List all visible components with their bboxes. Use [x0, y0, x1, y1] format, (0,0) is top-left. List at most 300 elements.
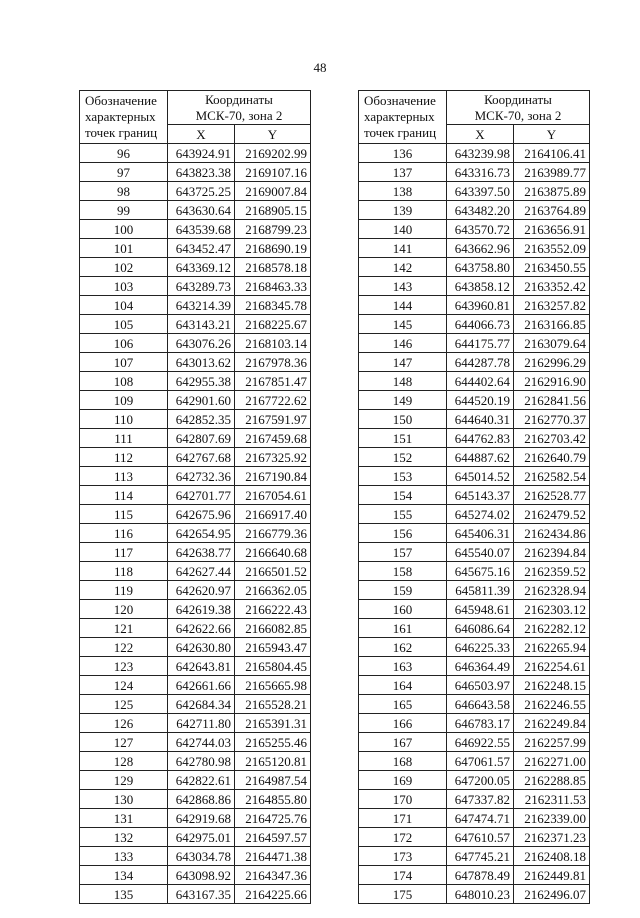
y-coordinate-cell: 2163166.85 — [514, 315, 590, 334]
point-number-cell: 156 — [359, 524, 447, 543]
point-number-cell: 144 — [359, 296, 447, 315]
table-row — [80, 733, 311, 752]
y-coordinate-cell: 2162496.07 — [514, 885, 590, 904]
table-body — [80, 144, 311, 904]
table-row — [359, 467, 590, 486]
coordinates-header-line: Координаты — [484, 92, 552, 107]
x-coordinate-cell: 646503.97 — [447, 676, 514, 695]
y-coordinate-cell: 2162282.12 — [514, 619, 590, 638]
point-number-cell: 171 — [359, 809, 447, 828]
point-number-cell: 136 — [359, 144, 447, 163]
x-coordinate-cell: 642975.01 — [168, 828, 235, 847]
table-row — [359, 809, 590, 828]
y-coordinate-cell: 2162339.00 — [514, 809, 590, 828]
table-row — [80, 543, 311, 562]
y-coordinate-cell: 2167722.62 — [235, 391, 311, 410]
x-coordinate-cell: 643289.73 — [168, 277, 235, 296]
point-column-header — [80, 91, 168, 144]
x-coordinate-cell: 642901.60 — [168, 391, 235, 410]
x-coordinate-cell: 644762.83 — [447, 429, 514, 448]
table-row — [359, 847, 590, 866]
coordinates-header-line: МСК-70, зона 2 — [195, 108, 283, 123]
point-number-cell: 123 — [80, 657, 168, 676]
x-coordinate-cell: 644175.77 — [447, 334, 514, 353]
x-coordinate-cell: 642744.03 — [168, 733, 235, 752]
table-row — [80, 581, 311, 600]
point-number-cell: 165 — [359, 695, 447, 714]
table-row — [359, 315, 590, 334]
x-coordinate-cell: 642807.69 — [168, 429, 235, 448]
table-row — [359, 524, 590, 543]
point-number-cell: 127 — [80, 733, 168, 752]
point-number-cell: 159 — [359, 581, 447, 600]
point-number-cell: 168 — [359, 752, 447, 771]
point-number-cell: 98 — [80, 182, 168, 201]
x-coordinate-cell: 643143.21 — [168, 315, 235, 334]
y-coordinate-cell: 2163079.64 — [514, 334, 590, 353]
point-number-cell: 154 — [359, 486, 447, 505]
y-coordinate-cell: 2168578.18 — [235, 258, 311, 277]
coordinates-header-line: МСК-70, зона 2 — [474, 108, 562, 123]
table-row — [80, 524, 311, 543]
point-number-cell: 110 — [80, 410, 168, 429]
y-coordinate-cell: 2162528.77 — [514, 486, 590, 505]
y-coordinate-cell: 2168345.78 — [235, 296, 311, 315]
x-coordinate-cell: 647474.71 — [447, 809, 514, 828]
x-coordinate-cell: 642620.97 — [168, 581, 235, 600]
table-row — [80, 562, 311, 581]
point-number-cell: 115 — [80, 505, 168, 524]
table-row — [80, 315, 311, 334]
point-number-cell: 97 — [80, 163, 168, 182]
table-row — [359, 220, 590, 239]
y-coordinate-cell: 2164347.36 — [235, 866, 311, 885]
point-number-cell: 161 — [359, 619, 447, 638]
y-coordinate-cell: 2165943.47 — [235, 638, 311, 657]
point-number-cell: 134 — [80, 866, 168, 885]
point-number-cell: 170 — [359, 790, 447, 809]
point-number-cell: 108 — [80, 372, 168, 391]
table-row — [80, 163, 311, 182]
table-row — [80, 144, 311, 163]
y-coordinate-cell: 2162371.23 — [514, 828, 590, 847]
x-coordinate-cell: 642919.68 — [168, 809, 235, 828]
table-row — [359, 429, 590, 448]
point-number-cell: 121 — [80, 619, 168, 638]
table-row — [359, 676, 590, 695]
x-coordinate-cell: 645406.31 — [447, 524, 514, 543]
point-number-cell: 169 — [359, 771, 447, 790]
x-coordinate-cell: 644640.31 — [447, 410, 514, 429]
table-row — [80, 600, 311, 619]
table-row — [359, 581, 590, 600]
x-coordinate-cell: 647610.57 — [447, 828, 514, 847]
point-number-cell: 100 — [80, 220, 168, 239]
point-number-cell: 141 — [359, 239, 447, 258]
y-coordinate-cell: 2167190.84 — [235, 467, 311, 486]
point-number-cell: 157 — [359, 543, 447, 562]
point-number-cell: 130 — [80, 790, 168, 809]
point-number-cell: 145 — [359, 315, 447, 334]
y-coordinate-cell: 2162254.61 — [514, 657, 590, 676]
point-number-cell: 117 — [80, 543, 168, 562]
table-row — [80, 201, 311, 220]
y-coordinate-cell: 2169202.99 — [235, 144, 311, 163]
point-number-cell: 137 — [359, 163, 447, 182]
y-coordinate-cell: 2162408.18 — [514, 847, 590, 866]
point-header-line: характерных — [85, 109, 156, 124]
point-number-cell: 149 — [359, 391, 447, 410]
x-coordinate-cell: 642638.77 — [168, 543, 235, 562]
table-row — [359, 714, 590, 733]
table-row — [80, 448, 311, 467]
x-coordinate-cell: 642627.44 — [168, 562, 235, 581]
point-number-cell: 172 — [359, 828, 447, 847]
point-number-cell: 151 — [359, 429, 447, 448]
table-row — [80, 885, 311, 904]
x-coordinate-cell: 643316.73 — [447, 163, 514, 182]
y-coordinate-cell: 2167459.68 — [235, 429, 311, 448]
x-coordinate-cell: 648010.23 — [447, 885, 514, 904]
y-coordinate-cell: 2162770.37 — [514, 410, 590, 429]
table-row — [80, 714, 311, 733]
point-number-cell: 162 — [359, 638, 447, 657]
table-row — [359, 144, 590, 163]
x-coordinate-cell: 646225.33 — [447, 638, 514, 657]
y-coordinate-cell: 2168103.14 — [235, 334, 311, 353]
y-coordinate-cell: 2167054.61 — [235, 486, 311, 505]
x-coordinate-cell: 643098.92 — [168, 866, 235, 885]
point-number-cell: 174 — [359, 866, 447, 885]
y-coordinate-cell: 2168905.15 — [235, 201, 311, 220]
table-row — [80, 410, 311, 429]
page-number: 48 — [313, 60, 327, 75]
point-number-cell: 175 — [359, 885, 447, 904]
x-coordinate-cell: 643570.72 — [447, 220, 514, 239]
x-coordinate-cell: 642767.68 — [168, 448, 235, 467]
table-row — [80, 429, 311, 448]
table-row — [359, 163, 590, 182]
y-coordinate-cell: 2163450.55 — [514, 258, 590, 277]
y-coordinate-cell: 2165391.31 — [235, 714, 311, 733]
table-row — [80, 676, 311, 695]
y-coordinate-cell: 2169107.16 — [235, 163, 311, 182]
point-number-cell: 155 — [359, 505, 447, 524]
y-coordinate-cell: 2162996.29 — [514, 353, 590, 372]
point-number-cell: 128 — [80, 752, 168, 771]
point-number-cell: 99 — [80, 201, 168, 220]
point-number-cell: 109 — [80, 391, 168, 410]
point-number-cell: 139 — [359, 201, 447, 220]
point-number-cell: 148 — [359, 372, 447, 391]
point-number-cell: 122 — [80, 638, 168, 657]
point-number-cell: 133 — [80, 847, 168, 866]
table-row — [359, 334, 590, 353]
y-coordinate-cell: 2168225.67 — [235, 315, 311, 334]
table-row — [359, 448, 590, 467]
point-number-cell: 126 — [80, 714, 168, 733]
y-coordinate-cell: 2163352.42 — [514, 277, 590, 296]
x-coordinate-cell: 642955.38 — [168, 372, 235, 391]
y-coordinate-cell: 2167851.47 — [235, 372, 311, 391]
table-row — [359, 201, 590, 220]
table-row — [359, 353, 590, 372]
y-coordinate-cell: 2162640.79 — [514, 448, 590, 467]
table-row — [359, 391, 590, 410]
table-row — [80, 809, 311, 828]
point-number-cell: 135 — [80, 885, 168, 904]
y-coordinate-cell: 2164597.57 — [235, 828, 311, 847]
y-coordinate-cell: 2162434.86 — [514, 524, 590, 543]
point-number-cell: 152 — [359, 448, 447, 467]
y-coordinate-cell: 2165665.98 — [235, 676, 311, 695]
y-coordinate-cell: 2162449.81 — [514, 866, 590, 885]
x-coordinate-cell: 643013.62 — [168, 353, 235, 372]
y-coordinate-cell: 2163875.89 — [514, 182, 590, 201]
table-row — [80, 828, 311, 847]
x-coordinate-cell: 642630.80 — [168, 638, 235, 657]
x-coordinate-cell: 644520.19 — [447, 391, 514, 410]
x-coordinate-cell: 642654.95 — [168, 524, 235, 543]
coordinates-header — [447, 91, 590, 125]
point-number-cell: 147 — [359, 353, 447, 372]
point-number-cell: 114 — [80, 486, 168, 505]
table-row — [359, 296, 590, 315]
y-column-header: Y — [235, 125, 311, 144]
x-coordinate-cell: 642661.66 — [168, 676, 235, 695]
y-coordinate-cell: 2166501.52 — [235, 562, 311, 581]
table-row — [359, 543, 590, 562]
point-number-cell: 143 — [359, 277, 447, 296]
table-row — [80, 239, 311, 258]
point-number-cell: 173 — [359, 847, 447, 866]
x-coordinate-cell: 646643.58 — [447, 695, 514, 714]
x-coordinate-cell: 647337.82 — [447, 790, 514, 809]
table-row — [359, 866, 590, 885]
point-column-header — [359, 91, 447, 144]
point-number-cell: 101 — [80, 239, 168, 258]
point-number-cell: 146 — [359, 334, 447, 353]
point-number-cell: 124 — [80, 676, 168, 695]
point-number-cell: 158 — [359, 562, 447, 581]
x-coordinate-cell: 642622.66 — [168, 619, 235, 638]
x-coordinate-cell: 647061.57 — [447, 752, 514, 771]
point-header-line: Обозначение — [364, 93, 436, 108]
x-coordinate-cell: 643758.80 — [447, 258, 514, 277]
point-number-cell: 125 — [80, 695, 168, 714]
y-coordinate-cell: 2162582.54 — [514, 467, 590, 486]
x-column-header: X — [447, 125, 514, 144]
y-coordinate-cell: 2163656.91 — [514, 220, 590, 239]
y-coordinate-cell: 2168463.33 — [235, 277, 311, 296]
y-coordinate-cell: 2167978.36 — [235, 353, 311, 372]
y-coordinate-cell: 2162841.56 — [514, 391, 590, 410]
table-row — [80, 353, 311, 372]
y-coordinate-cell: 2163552.09 — [514, 239, 590, 258]
y-coordinate-cell: 2168690.19 — [235, 239, 311, 258]
table-row — [359, 695, 590, 714]
y-coordinate-cell: 2162311.53 — [514, 790, 590, 809]
x-coordinate-cell: 642822.61 — [168, 771, 235, 790]
y-coordinate-cell: 2164855.80 — [235, 790, 311, 809]
y-coordinate-cell: 2168799.23 — [235, 220, 311, 239]
point-number-cell: 103 — [80, 277, 168, 296]
table-row — [359, 657, 590, 676]
x-coordinate-cell: 644066.73 — [447, 315, 514, 334]
table-row — [80, 752, 311, 771]
point-number-cell: 132 — [80, 828, 168, 847]
table-row — [359, 771, 590, 790]
point-number-cell: 160 — [359, 600, 447, 619]
y-coordinate-cell: 2165255.46 — [235, 733, 311, 752]
x-coordinate-cell: 644887.62 — [447, 448, 514, 467]
y-coordinate-cell: 2165528.21 — [235, 695, 311, 714]
y-coordinate-cell: 2162265.94 — [514, 638, 590, 657]
y-coordinate-cell: 2165120.81 — [235, 752, 311, 771]
table-row — [80, 771, 311, 790]
point-number-cell: 129 — [80, 771, 168, 790]
table-row — [359, 885, 590, 904]
point-number-cell: 167 — [359, 733, 447, 752]
y-coordinate-cell: 2165804.45 — [235, 657, 311, 676]
point-number-cell: 111 — [80, 429, 168, 448]
point-number-cell: 119 — [80, 581, 168, 600]
x-coordinate-cell: 644287.78 — [447, 353, 514, 372]
coordinates-header-line: Координаты — [205, 92, 273, 107]
table-row — [359, 277, 590, 296]
x-coordinate-cell: 642711.80 — [168, 714, 235, 733]
x-coordinate-cell: 643167.35 — [168, 885, 235, 904]
table-row — [80, 258, 311, 277]
table-row — [80, 334, 311, 353]
y-coordinate-cell: 2162703.42 — [514, 429, 590, 448]
x-coordinate-cell: 643539.68 — [168, 220, 235, 239]
y-coordinate-cell: 2164987.54 — [235, 771, 311, 790]
point-number-cell: 104 — [80, 296, 168, 315]
point-number-cell: 96 — [80, 144, 168, 163]
y-coordinate-cell: 2164471.38 — [235, 847, 311, 866]
x-coordinate-cell: 643034.78 — [168, 847, 235, 866]
x-coordinate-cell: 647200.05 — [447, 771, 514, 790]
y-coordinate-cell: 2164225.66 — [235, 885, 311, 904]
point-number-cell: 142 — [359, 258, 447, 277]
x-coordinate-cell: 646783.17 — [447, 714, 514, 733]
point-number-cell: 107 — [80, 353, 168, 372]
point-number-cell: 113 — [80, 467, 168, 486]
point-header-line: характерных — [364, 109, 435, 124]
x-coordinate-cell: 645811.39 — [447, 581, 514, 600]
x-coordinate-cell: 645675.16 — [447, 562, 514, 581]
x-coordinate-cell: 643397.50 — [447, 182, 514, 201]
point-number-cell: 140 — [359, 220, 447, 239]
coordinates-table-right — [358, 90, 590, 904]
table-row — [359, 258, 590, 277]
y-coordinate-cell: 2166917.40 — [235, 505, 311, 524]
table-row — [80, 847, 311, 866]
point-number-cell: 150 — [359, 410, 447, 429]
x-coordinate-cell: 647745.21 — [447, 847, 514, 866]
y-coordinate-cell: 2163764.89 — [514, 201, 590, 220]
table-row — [359, 505, 590, 524]
point-number-cell: 112 — [80, 448, 168, 467]
point-number-cell: 164 — [359, 676, 447, 695]
x-coordinate-cell: 643482.20 — [447, 201, 514, 220]
x-coordinate-cell: 645274.02 — [447, 505, 514, 524]
table-body — [359, 144, 590, 904]
table-row — [359, 752, 590, 771]
table-row — [359, 486, 590, 505]
coordinates-table-left — [79, 90, 311, 904]
x-coordinate-cell: 645948.61 — [447, 600, 514, 619]
y-coordinate-cell: 2162246.55 — [514, 695, 590, 714]
table-row — [80, 695, 311, 714]
table-row — [80, 505, 311, 524]
coordinates-header — [168, 91, 311, 125]
x-coordinate-cell: 642732.36 — [168, 467, 235, 486]
table-row — [80, 372, 311, 391]
point-number-cell: 153 — [359, 467, 447, 486]
x-coordinate-cell: 643214.39 — [168, 296, 235, 315]
table-row — [80, 866, 311, 885]
table-row — [80, 638, 311, 657]
x-coordinate-cell: 642643.81 — [168, 657, 235, 676]
x-coordinate-cell: 643452.47 — [168, 239, 235, 258]
table-row — [359, 182, 590, 201]
x-coordinate-cell: 643239.98 — [447, 144, 514, 163]
table-row — [80, 657, 311, 676]
y-coordinate-cell: 2164725.76 — [235, 809, 311, 828]
x-coordinate-cell: 646086.64 — [447, 619, 514, 638]
x-coordinate-cell: 642684.34 — [168, 695, 235, 714]
table-row — [359, 239, 590, 258]
point-number-cell: 131 — [80, 809, 168, 828]
point-header-line: Обозначение — [85, 93, 157, 108]
x-coordinate-cell: 642675.96 — [168, 505, 235, 524]
point-header-line: точек границ — [364, 125, 437, 140]
x-coordinate-cell: 643369.12 — [168, 258, 235, 277]
y-coordinate-cell: 2163989.77 — [514, 163, 590, 182]
x-coordinate-cell: 642868.86 — [168, 790, 235, 809]
y-coordinate-cell: 2162359.52 — [514, 562, 590, 581]
table-row — [80, 277, 311, 296]
point-number-cell: 102 — [80, 258, 168, 277]
table-row — [80, 619, 311, 638]
y-coordinate-cell: 2169007.84 — [235, 182, 311, 201]
table-row — [359, 410, 590, 429]
x-coordinate-cell: 642619.38 — [168, 600, 235, 619]
x-column-header: X — [168, 125, 235, 144]
table-row — [80, 391, 311, 410]
point-number-cell: 105 — [80, 315, 168, 334]
y-coordinate-cell: 2166640.68 — [235, 543, 311, 562]
y-coordinate-cell: 2162328.94 — [514, 581, 590, 600]
table-row — [80, 296, 311, 315]
y-coordinate-cell: 2166222.43 — [235, 600, 311, 619]
table-row — [359, 733, 590, 752]
y-coordinate-cell: 2162248.15 — [514, 676, 590, 695]
x-coordinate-cell: 646922.55 — [447, 733, 514, 752]
y-coordinate-cell: 2164106.41 — [514, 144, 590, 163]
x-coordinate-cell: 644402.64 — [447, 372, 514, 391]
x-coordinate-cell: 643725.25 — [168, 182, 235, 201]
point-number-cell: 118 — [80, 562, 168, 581]
x-coordinate-cell: 643960.81 — [447, 296, 514, 315]
y-coordinate-cell: 2166082.85 — [235, 619, 311, 638]
x-coordinate-cell: 643630.64 — [168, 201, 235, 220]
table-row — [80, 486, 311, 505]
y-coordinate-cell: 2162394.84 — [514, 543, 590, 562]
x-coordinate-cell: 642780.98 — [168, 752, 235, 771]
